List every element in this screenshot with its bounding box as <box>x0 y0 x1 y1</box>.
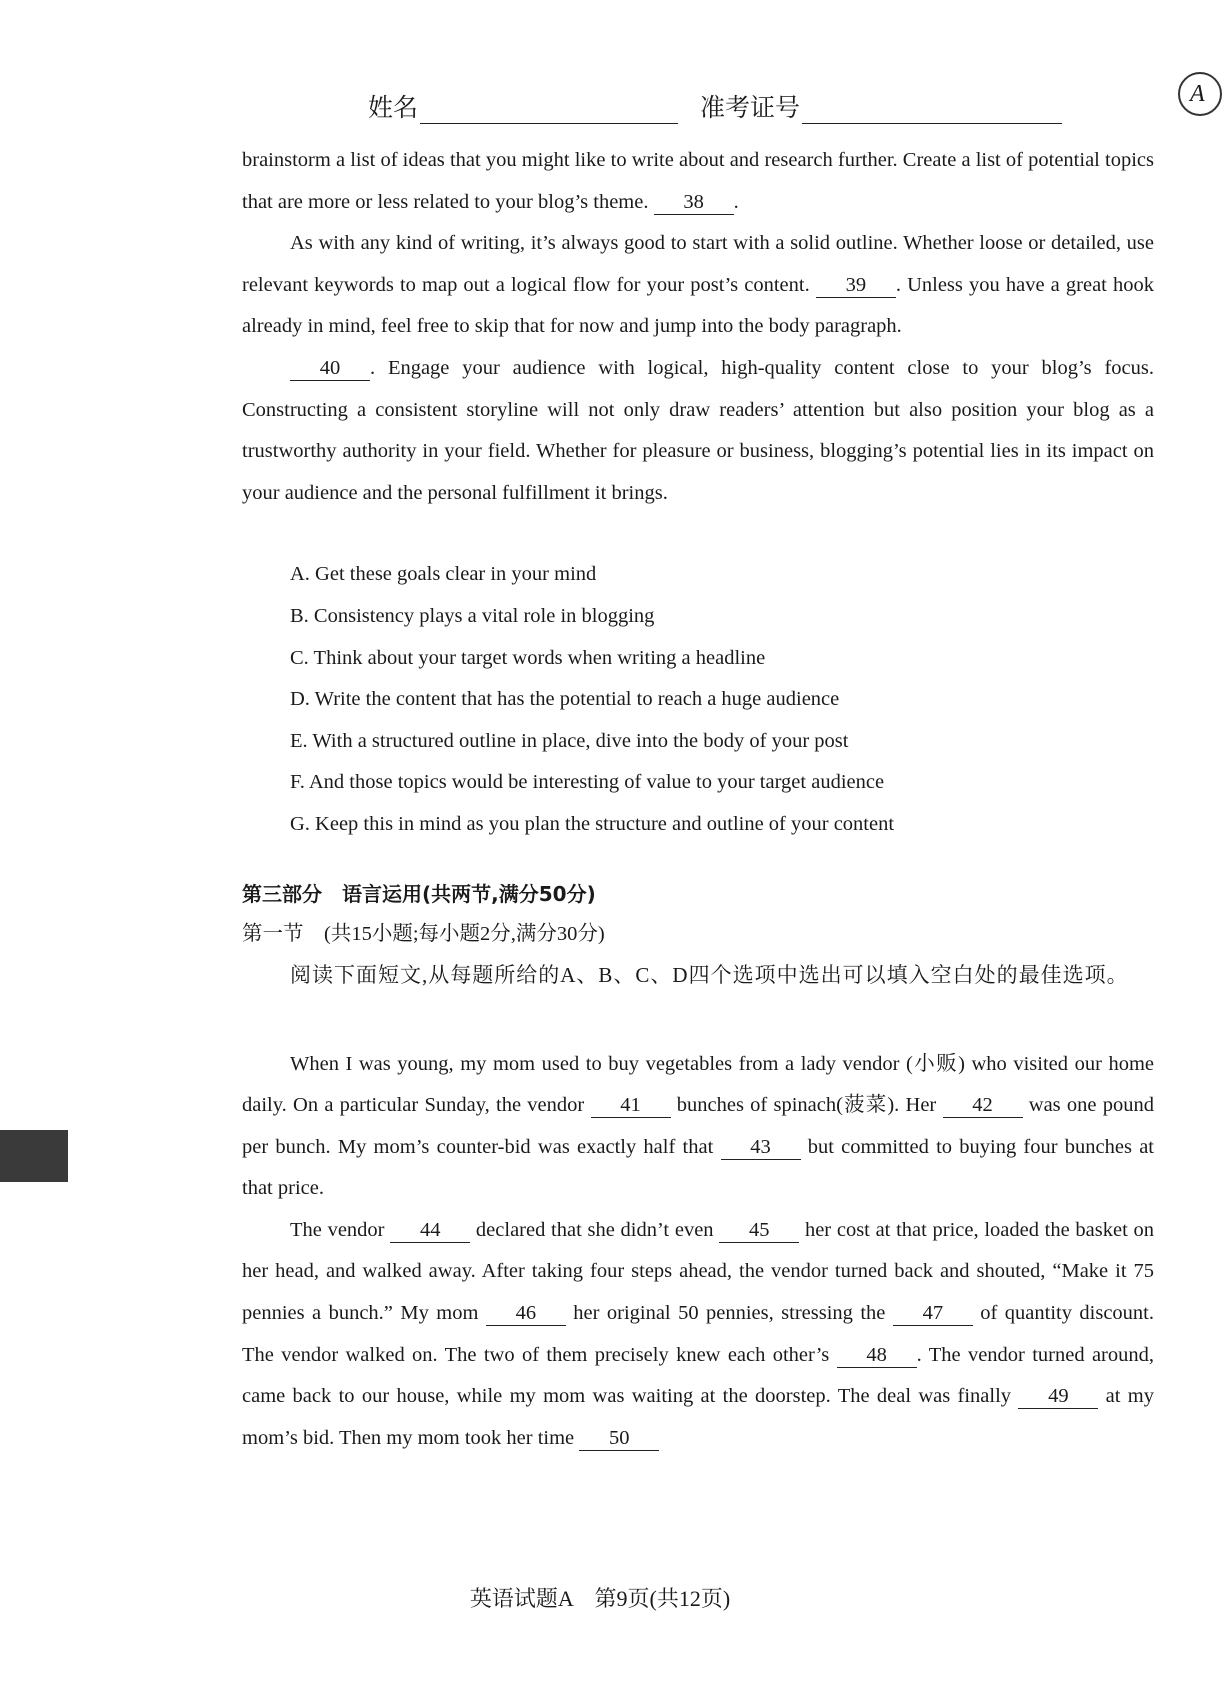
passage-text: her cost at that price, loaded the basket on her head, and walked away. After taking four steps ahead, the vendor turned back and shouted, “Make it 75 pennies a bunch.” My mom <box>242 1218 1155 1325</box>
passage-text: was one pound per bunch. My mom’s counter-bid was exactly half that <box>242 1094 1154 1158</box>
passage2-paragraph-1 <box>242 1044 1154 1210</box>
blank-38: 38 <box>654 190 734 215</box>
blank-45: 45 <box>719 1218 799 1243</box>
option-e: E. With a structured outline in place, dive into the body of your post <box>290 729 849 752</box>
option-c: C. Think about your target words when writing a headline <box>290 646 766 669</box>
passage-text: When I was young, my mom used to buy vegetables from a lady vendor (小贩) who visited our home daily. On a particular Sunday, the vendor <box>242 1052 1154 1117</box>
passage-text: of quantity discount. The vendor walked on. The two of them precisely knew each other’s <box>242 1302 1154 1366</box>
exam-id-field <box>700 88 1062 124</box>
passage-text: her original 50 pennies, stressing the <box>565 1302 893 1325</box>
passage-text: declared that she didn’t even <box>470 1218 720 1241</box>
section-instruction: 阅读下面短文,从每题所给的A、B、C、D四个选项中选出可以填入空白处的最佳选项。 <box>290 962 1129 987</box>
blank-50: 50 <box>579 1426 659 1451</box>
blank-48: 48 <box>837 1343 917 1368</box>
passage1-paragraph-1 <box>242 140 1154 223</box>
passage-text: brainstorm a list of ideas that you might like to write about and research further. Create a list of potential topics that are more or less related to your blog’s theme. <box>242 149 1154 213</box>
option-g: G. Keep this in mind as you plan the structure and outline of your content <box>290 812 895 835</box>
page-header <box>0 84 1200 134</box>
passage2-paragraph-2 <box>242 1210 1154 1460</box>
section-1-subtitle: 第一节 (共15小题;每小题2分,满分30分) <box>242 922 605 945</box>
passage-text: but committed to buying four bunches at that price. <box>242 1135 1154 1200</box>
exam-id-label: 准考证号 <box>700 95 801 122</box>
blank-44: 44 <box>390 1218 470 1243</box>
option-f: F. And those topics would be interesting of value to your target audience <box>290 771 885 794</box>
passage-text: The vendor <box>290 1218 391 1241</box>
name-underline <box>420 95 678 124</box>
exam-id-underline <box>802 95 1062 124</box>
option-d: D. Write the content that has the potential to reach a huge audience <box>290 688 840 711</box>
paper-version-mark: A <box>1178 72 1222 116</box>
binding-margin-tab <box>0 1130 68 1182</box>
section-3-title: 第三部分 语言运用(共两节,满分50分) <box>242 881 596 906</box>
passage-text: . The vendor turned around, came back to our house, while my mom was waiting at the doorstep. The deal was finally <box>242 1343 1154 1408</box>
passage-text: bunches of spinach(菠菜). Her <box>670 1094 943 1117</box>
passage-text: at my mom’s bid. Then my mom took her time <box>242 1385 1154 1449</box>
blank-46: 46 <box>486 1301 566 1326</box>
blank-40: 40 <box>290 356 370 381</box>
blank-49: 49 <box>1018 1384 1098 1409</box>
passage1-paragraph-3 <box>242 348 1154 514</box>
passage1-paragraph-2 <box>242 223 1154 348</box>
blank-47: 47 <box>893 1301 973 1326</box>
passage-text: . Engage your audience with logical, high-quality content close to your blog’s focus. Constructing a consistent storyline will not only draw readers’ attention but also position your blog as a trustworthy authority in your field. Whether for pleasure or business, blogging’s potential lies in its impact on your audience and the personal fulfillment it brings. <box>242 356 1154 504</box>
option-a: A. Get these goals clear in your mind <box>290 563 597 586</box>
passage-text: . <box>733 190 739 213</box>
passage-text: As with any kind of writing, it’s always good to start with a solid outline. Whether loose or detailed, use relevant keywords to map out a logical flow for your post’s content. <box>242 232 1154 296</box>
blank-43: 43 <box>721 1135 801 1160</box>
main-content <box>242 140 1154 1459</box>
option-b: B. Consistency plays a vital role in blogging <box>290 604 655 627</box>
page-footer: 英语试题A 第9页(共12页) <box>469 1586 731 1611</box>
name-field <box>368 88 678 124</box>
blank-39: 39 <box>816 273 896 298</box>
blank-42: 42 <box>943 1093 1023 1118</box>
blank-41: 41 <box>591 1093 671 1118</box>
passage-text: . Unless you have a great hook already in mind, feel free to skip that for now and jump into the body paragraph. <box>242 273 1154 338</box>
answer-options-list <box>242 554 1154 845</box>
name-label: 姓名 <box>368 95 419 122</box>
